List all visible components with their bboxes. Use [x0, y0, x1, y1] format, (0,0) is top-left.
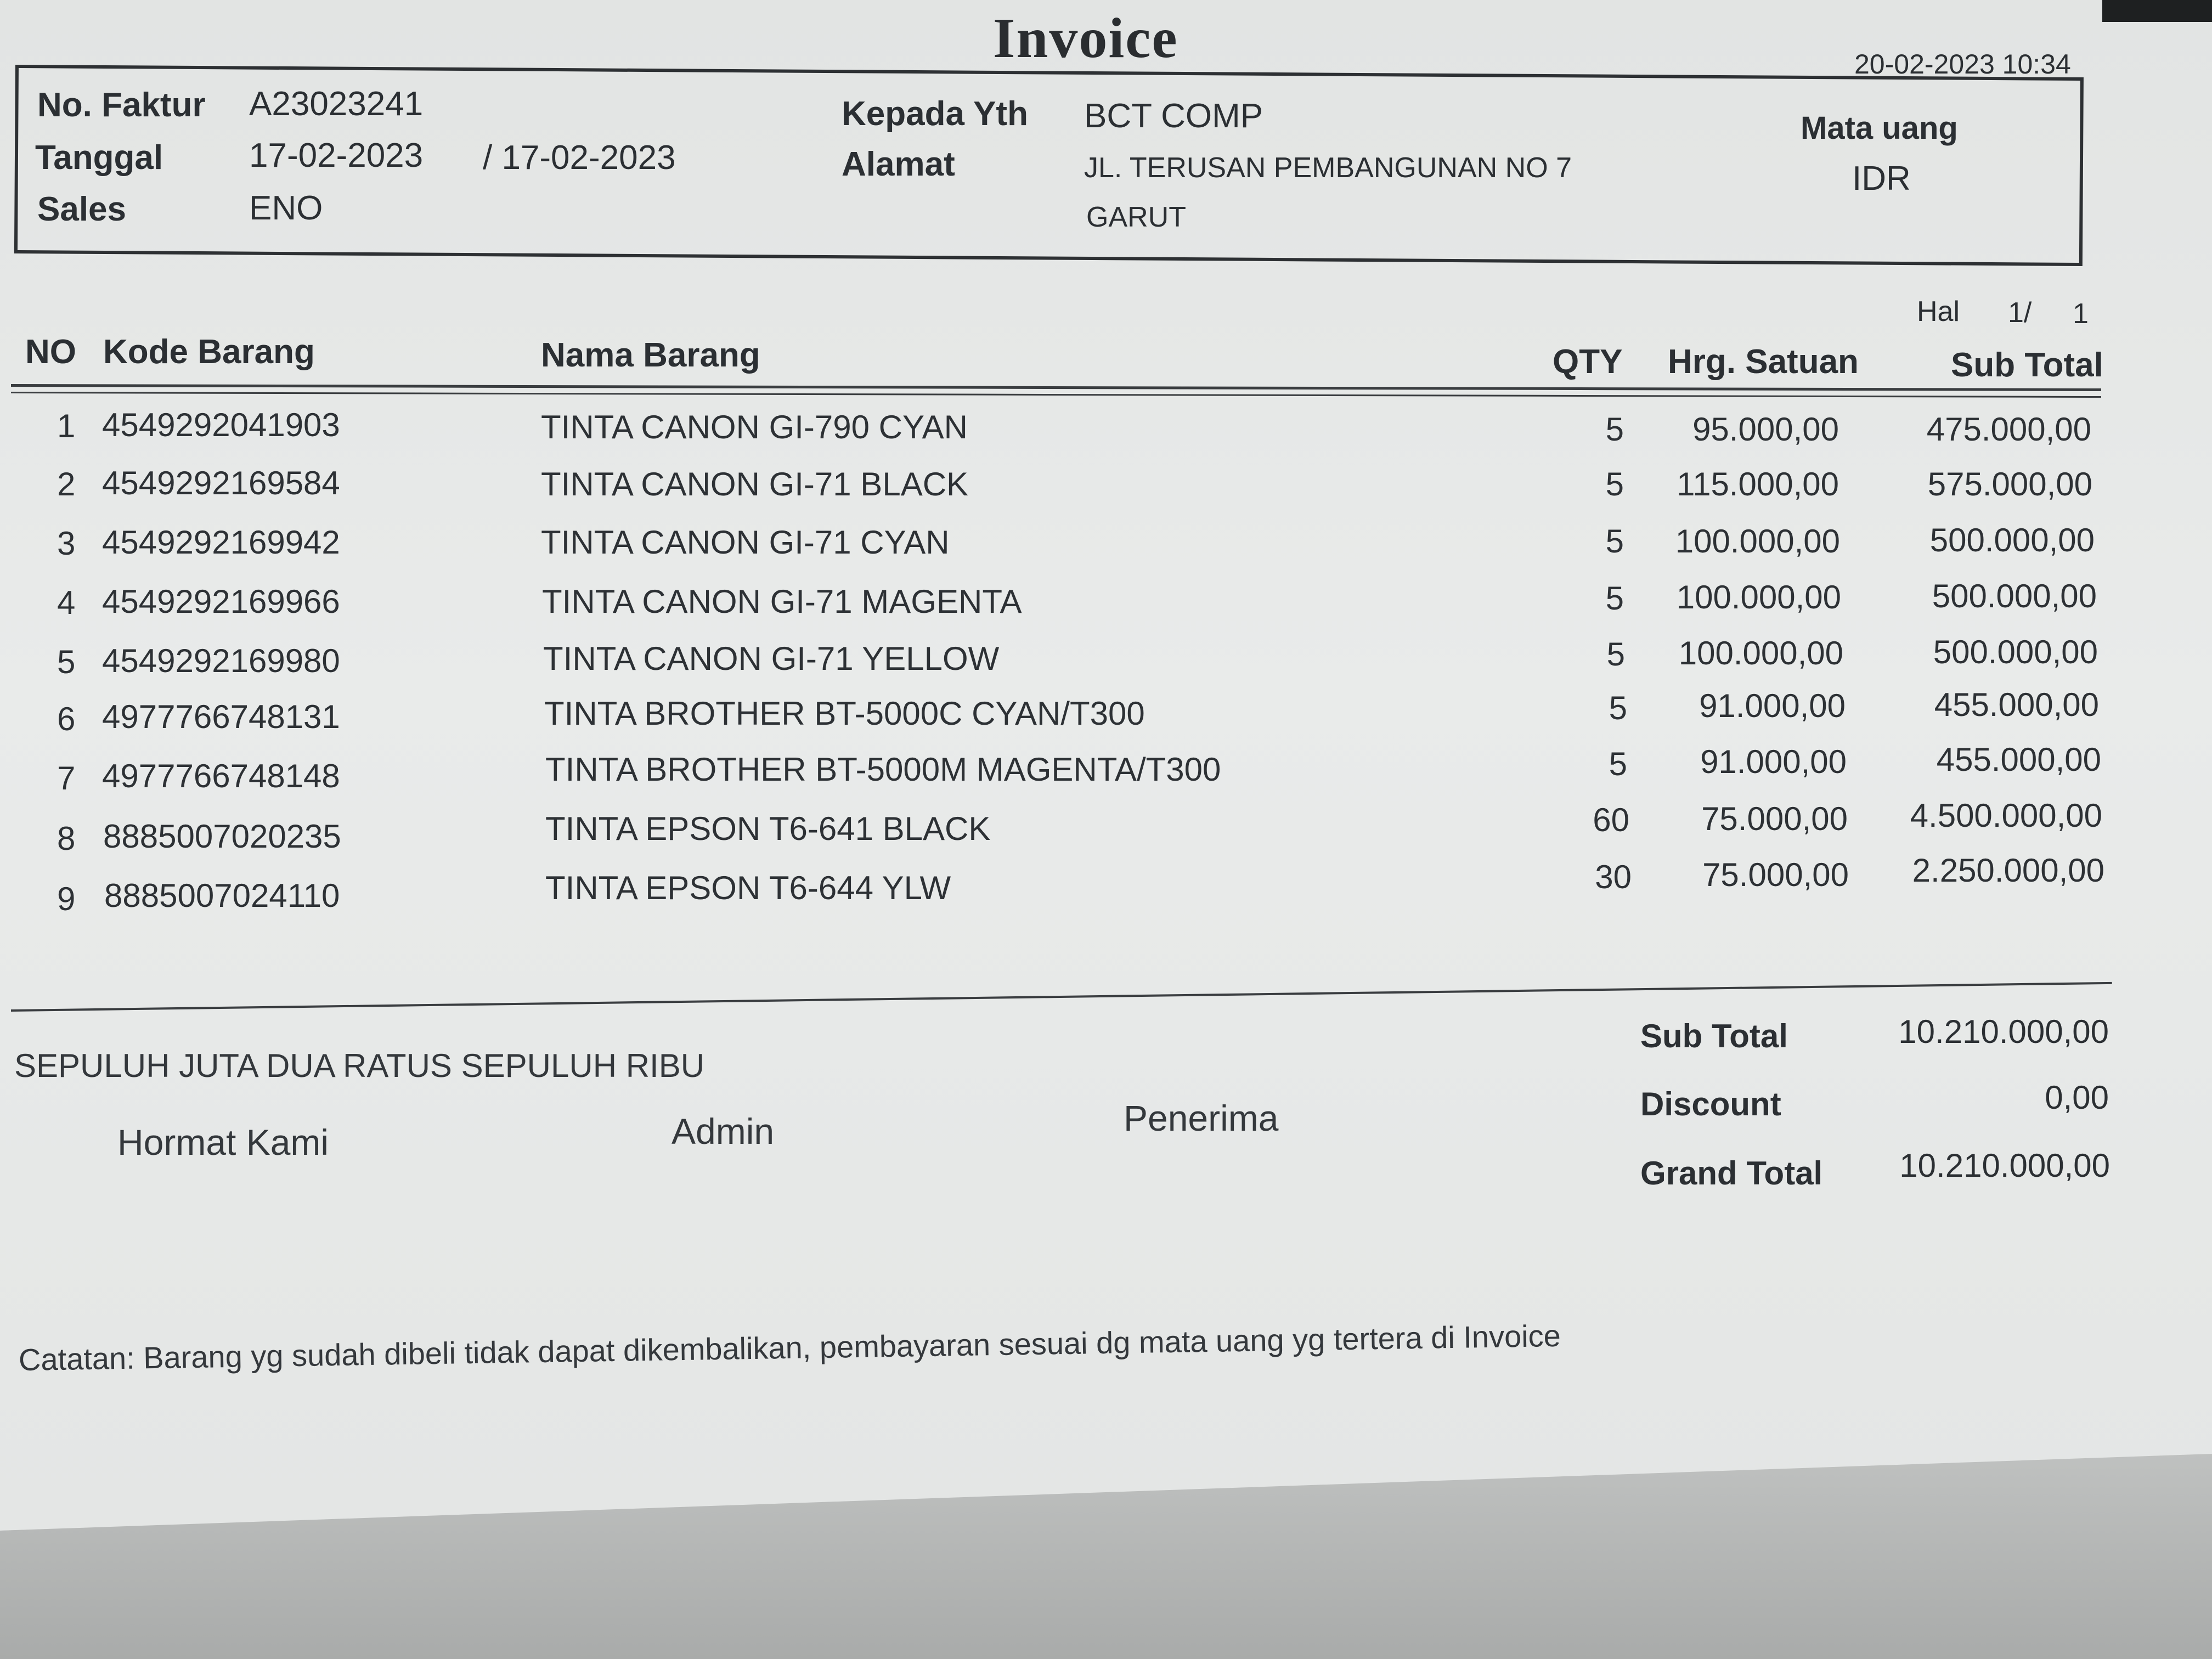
- row-harga: 100.000,00: [1675, 523, 1840, 560]
- row-harga: 75.000,00: [1701, 800, 1848, 837]
- row-kode: 4549292169966: [102, 583, 340, 620]
- monitor-bezel-corner: [2102, 0, 2212, 22]
- row-nama: TINTA EPSON T6-644 YLW: [545, 870, 951, 906]
- row-no: 9: [57, 881, 76, 917]
- invoice-title: Invoice: [993, 7, 1178, 70]
- row-nama: TINTA CANON GI-790 CYAN: [541, 409, 968, 445]
- row-subtotal: 500.000,00: [1933, 634, 2098, 670]
- row-qty: 30: [1595, 859, 1632, 895]
- row-harga: 95.000,00: [1692, 411, 1839, 448]
- row-qty: 5: [1605, 411, 1624, 448]
- row-no: 3: [57, 525, 76, 562]
- tanggal-value-2: / 17-02-2023: [483, 139, 676, 177]
- col-nama-barang: Nama Barang: [541, 336, 760, 374]
- row-kode: 4977766748131: [102, 698, 340, 735]
- row-harga: 75.000,00: [1702, 856, 1849, 893]
- subtotal-value: 10.210.000,00: [1898, 1013, 2109, 1050]
- row-no: 6: [57, 701, 76, 737]
- discount-label: Discount: [1640, 1086, 1781, 1122]
- currency-label: Mata uang: [1801, 110, 1958, 146]
- signature-admin: Admin: [672, 1111, 775, 1152]
- currency-value: IDR: [1852, 160, 1911, 198]
- row-nama: TINTA CANON GI-71 MAGENTA: [542, 583, 1022, 620]
- invoice-note: Catatan: Barang yg sudah dibeli tidak dapat dikembalikan, pembayaran sesuai dg mata uang yg tertera di Invoice: [18, 1318, 1561, 1377]
- print-datetime: 20-02-2023 10:34: [1854, 49, 2071, 80]
- discount-value: 0,00: [2045, 1079, 2109, 1116]
- sales-value: ENO: [249, 189, 323, 227]
- row-qty: 5: [1609, 690, 1627, 726]
- amount-in-words: SEPULUH JUTA DUA RATUS SEPULUH RIBU: [14, 1047, 705, 1084]
- row-qty: 5: [1605, 580, 1624, 617]
- signature-penerima: Penerima: [1124, 1098, 1279, 1138]
- alamat-line-2: GARUT: [1086, 201, 1186, 233]
- row-no: 8: [57, 820, 76, 857]
- row-subtotal: 455.000,00: [1934, 686, 2099, 723]
- sales-label: Sales: [37, 190, 127, 228]
- row-kode: 4549292169584: [102, 465, 340, 501]
- col-qty: QTY: [1553, 343, 1623, 381]
- row-nama: TINTA BROTHER BT-5000C CYAN/T300: [544, 695, 1145, 732]
- row-harga: 100.000,00: [1676, 579, 1841, 616]
- col-no: NO: [25, 333, 76, 371]
- row-harga: 115.000,00: [1677, 466, 1839, 503]
- no-faktur-value: A23023241: [249, 85, 424, 123]
- page-current: 1/: [2008, 297, 2032, 329]
- grand-total-label: Grand Total: [1640, 1155, 1823, 1192]
- row-no: 4: [57, 584, 76, 621]
- row-subtotal: 575.000,00: [1927, 466, 2092, 503]
- row-no: 1: [57, 408, 76, 444]
- kepada-label: Kepada Yth: [842, 95, 1028, 133]
- row-no: 2: [57, 466, 76, 503]
- row-kode: 8885007020235: [103, 818, 341, 855]
- row-subtotal: 500.000,00: [1932, 578, 2097, 614]
- alamat-line-1: JL. TERUSAN PEMBANGUNAN NO 7: [1084, 152, 1572, 184]
- no-faktur-label: No. Faktur: [37, 86, 206, 124]
- row-nama: TINTA CANON GI-71 CYAN: [541, 524, 950, 561]
- col-harga-satuan: Hrg. Satuan: [1668, 343, 1859, 381]
- row-kode: 4549292169980: [102, 642, 340, 679]
- row-nama: TINTA CANON GI-71 BLACK: [541, 466, 969, 503]
- row-no: 7: [57, 760, 76, 797]
- row-kode: 8885007024110: [104, 877, 340, 914]
- col-kode-barang: Kode Barang: [103, 333, 315, 371]
- row-harga: 91.000,00: [1700, 743, 1847, 780]
- row-qty: 5: [1605, 523, 1624, 560]
- row-qty: 5: [1606, 636, 1625, 673]
- row-kode: 4977766748148: [102, 758, 340, 794]
- page-label: Hal: [1917, 296, 1960, 328]
- row-nama: TINTA CANON GI-71 YELLOW: [543, 640, 1000, 677]
- row-subtotal: 455.000,00: [1936, 741, 2101, 778]
- grand-total-value: 10.210.000,00: [1899, 1147, 2110, 1184]
- row-nama: TINTA EPSON T6-641 BLACK: [545, 810, 991, 847]
- row-kode: 4549292041903: [102, 407, 340, 443]
- page-total: 1: [2073, 298, 2089, 330]
- row-qty: 5: [1605, 466, 1624, 503]
- row-subtotal: 500.000,00: [1929, 522, 2095, 558]
- alamat-label: Alamat: [842, 145, 955, 183]
- col-sub-total: Sub Total: [1951, 346, 2103, 384]
- subtotal-label: Sub Total: [1640, 1018, 1788, 1054]
- row-subtotal: 4.500.000,00: [1910, 797, 2102, 834]
- row-qty: 5: [1609, 746, 1627, 782]
- row-nama: TINTA BROTHER BT-5000M MAGENTA/T300: [545, 751, 1221, 788]
- kepada-value: BCT COMP: [1084, 97, 1263, 135]
- row-subtotal: 2.250.000,00: [1912, 852, 2104, 889]
- row-kode: 4549292169942: [102, 524, 340, 561]
- row-subtotal: 475.000,00: [1926, 411, 2091, 448]
- row-qty: 60: [1593, 802, 1629, 838]
- tanggal-label: Tanggal: [35, 139, 163, 177]
- row-harga: 100.000,00: [1678, 635, 1843, 672]
- tanggal-value-1: 17-02-2023: [249, 137, 424, 174]
- row-no: 5: [57, 644, 76, 680]
- signature-hormat-kami: Hormat Kami: [117, 1122, 329, 1163]
- row-harga: 91.000,00: [1699, 687, 1846, 724]
